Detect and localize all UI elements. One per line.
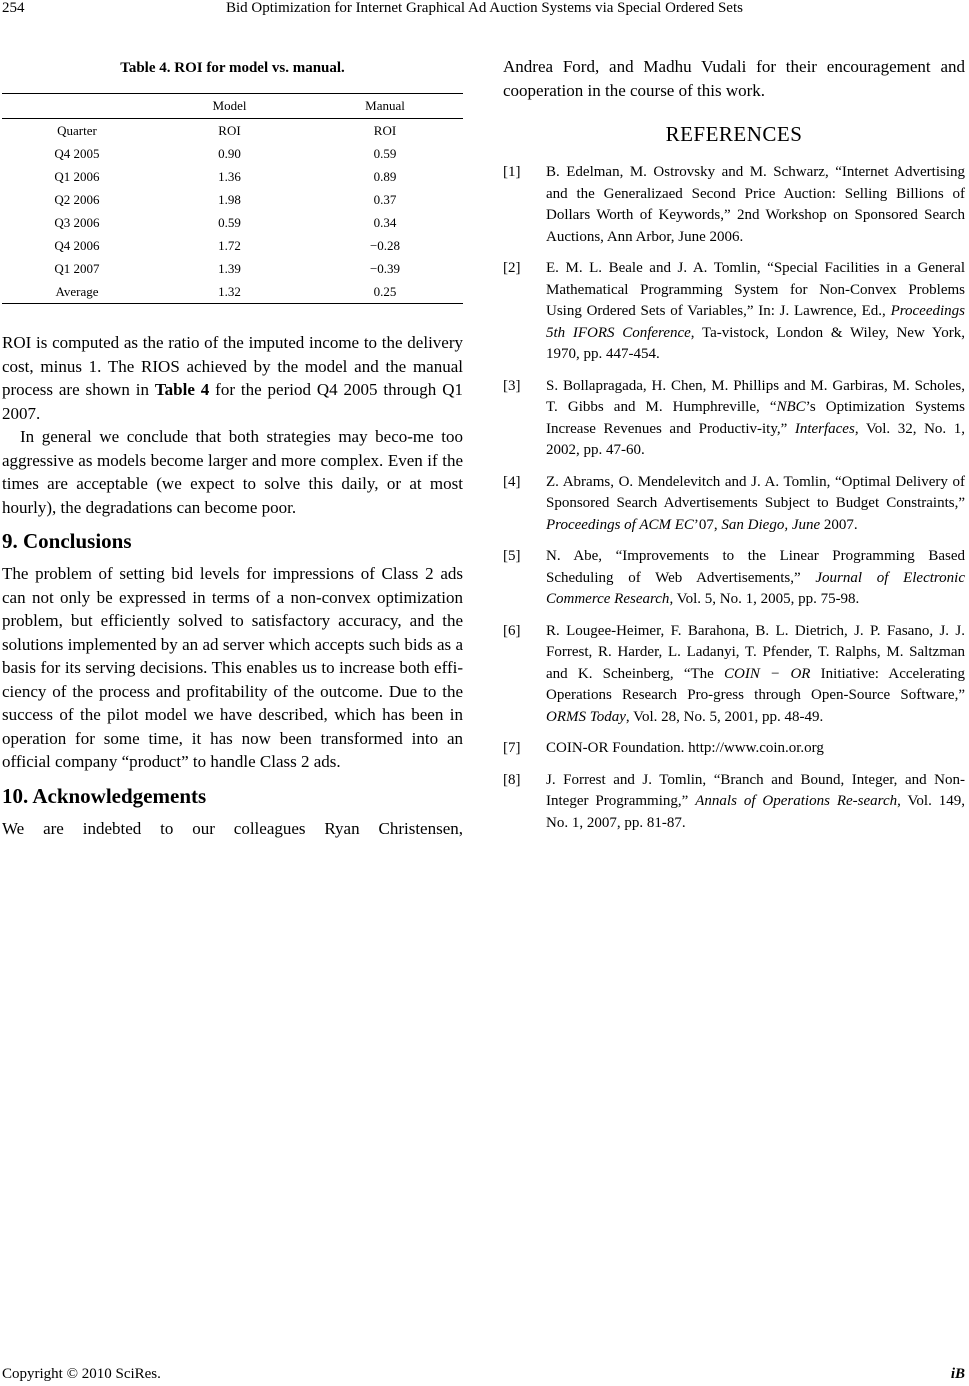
reference-text: , Ta-vistock, London & Wiley, New York, 1970, pp. 447-454.: [546, 324, 965, 362]
reference-number: [8]: [503, 771, 521, 788]
table-header-cell: Model: [152, 94, 307, 119]
reference-italic: ORMS Today: [546, 708, 626, 725]
table-header-cell: [2, 94, 152, 119]
table-row: [2, 165, 463, 188]
table-cell: Q3 2006: [54, 214, 100, 230]
reference-item: [503, 621, 965, 729]
table-cell: Q4 2005: [54, 145, 100, 161]
reference-number: [2]: [503, 260, 521, 276]
reference-text: 2007.: [820, 516, 858, 533]
table-cell: −0.39: [369, 260, 401, 276]
reference-item: [503, 472, 965, 537]
reference-italic: Proceedings 5th IFORS Conference: [546, 303, 965, 341]
roi-paragraph: [2, 331, 463, 425]
text-span: for the period Q4 2005 through Q1 2007.: [2, 380, 463, 423]
table-row: [2, 234, 463, 257]
table-row-average: [2, 280, 463, 304]
table-header-cell: ROI: [152, 119, 307, 143]
table-row: [2, 211, 463, 234]
reference-italic: Annals of Operations Re-search: [695, 793, 898, 809]
acknowledgements-paragraph: We are indebted to our colleagues Ryan Christensen,: [2, 818, 463, 838]
reference-text: COIN-OR Foundation. http://www.coin.or.org: [546, 740, 824, 756]
table-row: [2, 188, 463, 211]
journal-logo: iB: [950, 1366, 965, 1382]
reference-text: , Vol. 32, No. 1, 2002, pp. 47-60.: [546, 420, 965, 458]
reference-number: [1]: [503, 164, 521, 180]
section-heading-conclusions: 9. Conclusions: [2, 529, 132, 553]
reference-text: , Vol. 149, No. 1, 2007, pp. 81-87.: [546, 793, 966, 831]
reference-number: [4]: [503, 473, 521, 490]
conclusion-paragraph: In general we conclude that both strategies may beco-me too aggressive as models become larger and more complex. Even if the times are acceptable (we expect to solve this daily, or at most hourly), the degradations can become poor.: [2, 427, 463, 517]
reference-text: E. M. L. Beale and J. A. Tomlin, “Special Facilities in a General Mathematical Programming System for Non-Convex Problems Using Ordered Sets of Variables,” In: J. Lawrence, Ed.,: [546, 260, 965, 319]
table-header-cell: Quarter: [2, 119, 152, 143]
page-footer: [2, 1366, 965, 1386]
table-cell: 0.37: [373, 191, 397, 207]
table-header-row: [2, 94, 463, 119]
reference-item: [503, 376, 965, 462]
reference-italic: NBC: [776, 399, 806, 415]
table-cell: 0.59: [218, 214, 241, 230]
reference-italic: COIN − OR: [724, 665, 811, 682]
table-reference: Table 4: [154, 380, 210, 399]
table-cell: Q1 2007: [54, 260, 100, 276]
table-header-cell: ROI: [307, 119, 463, 143]
reference-italic: Proceedings of ACM EC: [546, 516, 694, 533]
copyright-notice: Copyright © 2010 SciRes.: [2, 1366, 161, 1382]
reference-text: Z. Abrams, O. Mendelevitch and J. A. Tomlin, “Optimal Delivery of Sponsored Search Advertisements Subject to Budget Constraints,”: [546, 473, 965, 511]
table-cell: 0.90: [218, 145, 241, 161]
page-header: [0, 0, 969, 22]
table-row: [2, 257, 463, 280]
roi-table: [2, 93, 463, 304]
reference-item: [503, 546, 965, 611]
text-span: ROI is computed as the ratio of the imputed income to the delivery cost, minus 1. The RIOS achieved by the model and the manual process are shown in: [2, 333, 463, 399]
table-cell: −0.28: [369, 237, 401, 253]
reference-text: R. Lougee-Heimer, F. Barahona, B. L. Dietrich, J. P. Fasano, J. J. Forrest, R. Harder, L. Ladanyi, T. Pfender, T. Ralphs, M. Saltzman and K. Scheinberg, “The: [546, 622, 965, 682]
reference-item: [503, 258, 965, 366]
reference-italic: Interfaces: [794, 420, 855, 437]
table-cell: Q1 2006: [54, 168, 100, 184]
table-cell: 1.72: [218, 237, 241, 253]
table-cell: 1.32: [152, 280, 307, 304]
table-cell: 1.98: [218, 191, 241, 207]
reference-text: Initiative: Accelerating Operations Research Pro-gress through Open-Source Software,”: [546, 665, 965, 703]
references-heading: REFERENCES: [665, 122, 803, 146]
reference-italic: San Diego, June: [721, 516, 821, 533]
reference-text: S. Bollapragada, H. Chen, M. Phillips and M. Garbiras, M. Scholes, T. Gibbs and M. Humphreville, “: [546, 377, 965, 415]
table-subheader-row: [2, 119, 463, 143]
table-cell: 1.36: [218, 168, 241, 184]
right-column: [503, 56, 965, 844]
reference-item: [503, 738, 965, 760]
table-cell: 1.39: [218, 260, 241, 276]
reference-number: [5]: [503, 548, 521, 564]
reference-text: ’s Optimization Systems Increase Revenues and Productiv-ity,”: [546, 399, 965, 437]
reference-text: N. Abe, “Improvements to the Linear Programming Based Scheduling of Web Advertisements,”: [546, 548, 965, 586]
acknowledgements-continued: Andrea Ford, and Madhu Vudali for their encouragement and cooperation in the course of this work.: [503, 57, 965, 100]
table-cell: 0.34: [373, 214, 397, 230]
table-cell: Q4 2006: [54, 237, 100, 253]
reference-number: [6]: [503, 622, 521, 639]
page-number: 254: [2, 0, 25, 16]
left-column: [2, 56, 463, 840]
reference-text: B. Edelman, M. Ostrovsky and M. Schwarz, “Internet Advertising and the Generalizaed Second Price Auction: Selling Billions of Dollars Worth of Keywords,” 2nd Workshop on Sponsored Search Auctions, Ann Arbor, June 2006.: [546, 164, 965, 245]
reference-italic: Journal of Electronic Commerce Research: [546, 569, 966, 607]
table-header-cell: Manual: [307, 94, 463, 119]
reference-item: [503, 162, 965, 248]
table-cell: 0.59: [373, 145, 397, 161]
table-cell: Average: [2, 280, 152, 304]
running-title: Bid Optimization for Internet Graphical Ad Auction Systems via Special Ordered Sets: [226, 0, 743, 16]
table-cell: 0.89: [373, 168, 397, 184]
reference-number: [7]: [503, 740, 521, 756]
section-heading-acknowledgements: 10. Acknowledgements: [2, 783, 207, 808]
reference-number: [3]: [503, 377, 521, 394]
table-row: [2, 142, 463, 165]
reference-text: , Vol. 5, No. 1, 2005, pp. 75-98.: [669, 591, 860, 607]
reference-item: [503, 770, 965, 835]
conclusions-paragraph: The problem of setting bid levels for impressions of Class 2 ads can not only be expressed in terms of a non-convex optimization problem, but efficiently solved to satisfactory accuracy, and the solutions implemented by an ad server which accepts such bids as a basis for its serving decisions. This enables us to increase both effi-ciency of the process and profitability of the outcome. Due to the success of the pilot model we have described, which has been in operation for some time, it has now been transformed into an official company “product” to handle Class 2 ads.: [2, 564, 463, 771]
table-caption: Table 4. ROI for model vs. manual.: [120, 60, 345, 76]
reference-text: , Vol. 28, No. 5, 2001, pp. 48-49.: [625, 708, 824, 725]
reference-text: J. Forrest and J. Tomlin, “Branch and Bound, Integer, and Non-Integer Programming,”: [546, 771, 965, 809]
table-cell: Q2 2006: [54, 191, 100, 207]
table-cell: 0.25: [307, 280, 463, 304]
reference-text: ’07,: [693, 516, 722, 533]
